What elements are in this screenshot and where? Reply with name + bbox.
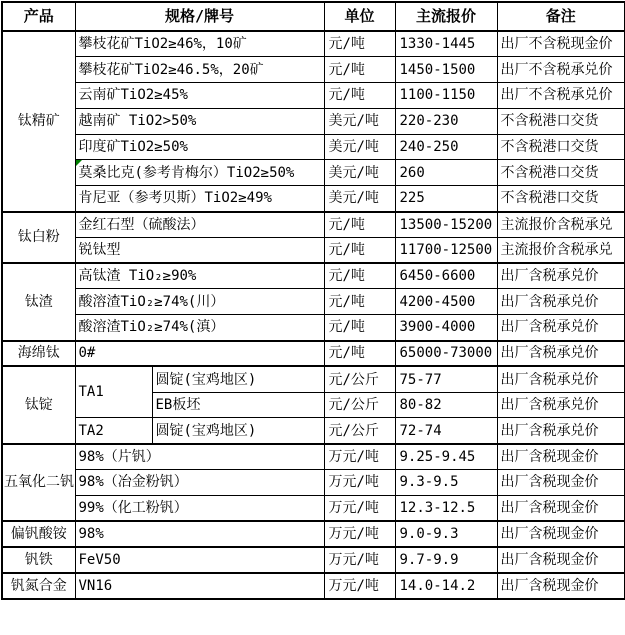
note-cell[interactable]: 出厂含税承兑价 — [497, 263, 625, 289]
table-row — [2, 470, 625, 496]
unit-cell[interactable]: 美元/吨 — [324, 108, 395, 134]
brand-cell[interactable]: TA2 — [75, 418, 152, 444]
unit-cell[interactable]: 元/公斤 — [324, 392, 395, 418]
spec-cell[interactable]: 锐钛型 — [75, 237, 324, 263]
header-row — [2, 2, 625, 31]
note-cell[interactable]: 出厂含税承兑价 — [497, 418, 625, 444]
product-group-cell[interactable]: 偏钒酸铵 — [2, 521, 75, 547]
note-cell[interactable]: 出厂不含税现金价 — [497, 31, 625, 57]
note-cell[interactable]: 出厂含税现金价 — [497, 495, 625, 521]
note-cell[interactable]: 出厂含税现金价 — [497, 444, 625, 470]
table-row — [2, 237, 625, 263]
table-row — [2, 57, 625, 83]
spec-cell[interactable]: 圆锭(宝鸡地区) — [152, 366, 324, 392]
unit-cell[interactable]: 元/吨 — [324, 237, 395, 263]
product-group-cell[interactable]: 钛精矿 — [2, 31, 75, 212]
spec-cell[interactable]: 肯尼亚（参考贝斯）TiO2≥49% — [75, 186, 324, 212]
unit-cell[interactable]: 美元/吨 — [324, 134, 395, 160]
price-cell[interactable]: 65000-73000 — [395, 341, 497, 367]
note-cell[interactable]: 出厂含税承兑价 — [497, 289, 625, 315]
spec-cell[interactable]: 98% — [75, 521, 324, 547]
price-cell[interactable]: 75-77 — [395, 366, 497, 392]
price-cell[interactable]: 4200-4500 — [395, 289, 497, 315]
price-cell[interactable]: 1450-1500 — [395, 57, 497, 83]
note-cell[interactable]: 出厂含税现金价 — [497, 521, 625, 547]
spec-cell[interactable]: 云南矿TiO2≥45% — [75, 83, 324, 109]
table-row — [2, 521, 625, 547]
spec-cell[interactable]: 98%（片钒） — [75, 444, 324, 470]
price-cell[interactable]: 1330-1445 — [395, 31, 497, 57]
header-note[interactable]: 备注 — [497, 2, 625, 31]
unit-cell[interactable]: 万元/吨 — [324, 444, 395, 470]
spec-cell[interactable]: 攀枝花矿TiO2≥46%，10矿 — [75, 31, 324, 57]
table-row — [2, 160, 625, 186]
note-cell[interactable]: 主流报价含税承兑 — [497, 212, 625, 238]
unit-cell[interactable]: 万元/吨 — [324, 495, 395, 521]
header-spec[interactable]: 规格/牌号 — [75, 2, 324, 31]
table-row — [2, 366, 625, 392]
price-cell[interactable]: 72-74 — [395, 418, 497, 444]
spec-cell[interactable]: 印度矿TiO2≥50% — [75, 134, 324, 160]
product-group-cell[interactable]: 钛白粉 — [2, 212, 75, 264]
price-cell[interactable]: 260 — [395, 160, 497, 186]
price-cell[interactable]: 240-250 — [395, 134, 497, 160]
unit-cell[interactable]: 元/吨 — [324, 263, 395, 289]
table-row — [2, 212, 625, 238]
table-row — [2, 289, 625, 315]
table-row — [2, 134, 625, 160]
table-row — [2, 83, 625, 109]
price-cell[interactable]: 1100-1150 — [395, 83, 497, 109]
price-cell[interactable]: 9.7-9.9 — [395, 547, 497, 573]
product-group-cell[interactable]: 钒氮合金 — [2, 573, 75, 599]
spec-cell[interactable]: 金红石型（硫酸法） — [75, 212, 324, 238]
unit-cell[interactable]: 美元/吨 — [324, 186, 395, 212]
table-row — [2, 547, 625, 573]
product-group-cell[interactable]: 钛渣 — [2, 263, 75, 340]
unit-cell[interactable]: 元/吨 — [324, 315, 395, 341]
unit-cell[interactable]: 美元/吨 — [324, 160, 395, 186]
note-cell[interactable]: 出厂含税承兑价 — [497, 341, 625, 367]
spec-cell[interactable]: FeV50 — [75, 547, 324, 573]
product-group-cell[interactable]: 五氧化二钒 — [2, 444, 75, 521]
spec-text: 莫桑比克(参考肯梅尔）TiO2≥50% — [78, 164, 295, 181]
note-cell[interactable]: 不含税港口交货 — [497, 134, 625, 160]
note-cell[interactable]: 出厂含税现金价 — [497, 470, 625, 496]
note-cell[interactable]: 不含税港口交货 — [497, 160, 625, 186]
price-cell[interactable]: 3900-4000 — [395, 315, 497, 341]
unit-cell[interactable]: 元/吨 — [324, 212, 395, 238]
unit-cell[interactable]: 元/吨 — [324, 341, 395, 367]
price-cell[interactable]: 13500-15200 — [395, 212, 497, 238]
spec-cell[interactable]: 高钛渣 TiO₂≥90% — [75, 263, 324, 289]
note-cell[interactable]: 出厂不含税承兑价 — [497, 57, 625, 83]
note-cell[interactable]: 出厂含税承兑价 — [497, 315, 625, 341]
unit-cell[interactable]: 元/吨 — [324, 83, 395, 109]
unit-cell[interactable]: 万元/吨 — [324, 470, 395, 496]
spec-cell[interactable] — [75, 160, 324, 186]
unit-cell[interactable]: 万元/吨 — [324, 521, 395, 547]
table-row — [2, 444, 625, 470]
header-unit[interactable]: 单位 — [324, 2, 395, 31]
spec-cell[interactable]: 0# — [75, 341, 324, 367]
price-cell[interactable]: 6450-6600 — [395, 263, 497, 289]
spec-cell[interactable]: 99%（化工粉钒） — [75, 495, 324, 521]
excel-error-indicator-icon — [76, 160, 82, 166]
table-row — [2, 186, 625, 212]
product-group-cell[interactable]: 钒铁 — [2, 547, 75, 573]
spec-cell[interactable]: VN16 — [75, 573, 324, 599]
price-cell[interactable]: 14.0-14.2 — [395, 573, 497, 599]
unit-cell[interactable]: 元/公斤 — [324, 418, 395, 444]
spec-cell[interactable]: 越南矿 TiO2>50% — [75, 108, 324, 134]
price-cell[interactable]: 225 — [395, 186, 497, 212]
unit-cell[interactable]: 元/吨 — [324, 289, 395, 315]
price-table — [1, 1, 625, 600]
price-cell[interactable]: 9.3-9.5 — [395, 470, 497, 496]
price-cell[interactable]: 12.3-12.5 — [395, 495, 497, 521]
spec-cell[interactable]: 98%（冶金粉钒） — [75, 470, 324, 496]
note-cell[interactable]: 出厂含税承兑价 — [497, 366, 625, 392]
unit-cell[interactable]: 万元/吨 — [324, 573, 395, 599]
price-cell[interactable]: 11700-12500 — [395, 237, 497, 263]
note-cell[interactable]: 主流报价含税承兑 — [497, 237, 625, 263]
table-row — [2, 31, 625, 57]
spec-cell[interactable]: EB板坯 — [152, 392, 324, 418]
table-row — [2, 418, 625, 444]
price-cell[interactable]: 9.0-9.3 — [395, 521, 497, 547]
unit-cell[interactable]: 元/吨 — [324, 31, 395, 57]
spec-cell[interactable]: 酸溶渣TiO₂≥74%(滇） — [75, 315, 324, 341]
header-product[interactable]: 产品 — [2, 2, 75, 31]
spec-cell[interactable]: 酸溶渣TiO₂≥74%(川） — [75, 289, 324, 315]
table-row — [2, 341, 625, 367]
spec-cell[interactable]: 圆锭(宝鸡地区) — [152, 418, 324, 444]
note-cell[interactable]: 出厂含税承兑价 — [497, 392, 625, 418]
price-cell[interactable]: 9.25-9.45 — [395, 444, 497, 470]
table-row — [2, 263, 625, 289]
note-cell[interactable]: 出厂含税现金价 — [497, 547, 625, 573]
price-cell[interactable]: 80-82 — [395, 392, 497, 418]
price-cell[interactable]: 220-230 — [395, 108, 497, 134]
table-row — [2, 108, 625, 134]
unit-cell[interactable]: 万元/吨 — [324, 547, 395, 573]
header-price[interactable]: 主流报价 — [395, 2, 497, 31]
table-row — [2, 495, 625, 521]
note-cell[interactable]: 不含税港口交货 — [497, 186, 625, 212]
table-row — [2, 315, 625, 341]
product-group-cell[interactable]: 海绵钛 — [2, 341, 75, 367]
note-cell[interactable]: 出厂含税现金价 — [497, 573, 625, 599]
product-group-cell[interactable]: 钛锭 — [2, 366, 75, 443]
note-cell[interactable]: 不含税港口交货 — [497, 108, 625, 134]
unit-cell[interactable]: 元/公斤 — [324, 366, 395, 392]
note-cell[interactable]: 出厂不含税承兑价 — [497, 83, 625, 109]
unit-cell[interactable]: 元/吨 — [324, 57, 395, 83]
spec-cell[interactable]: 攀枝花矿TiO2≥46.5%，20矿 — [75, 57, 324, 83]
brand-cell[interactable]: TA1 — [75, 366, 152, 418]
table-row — [2, 573, 625, 599]
